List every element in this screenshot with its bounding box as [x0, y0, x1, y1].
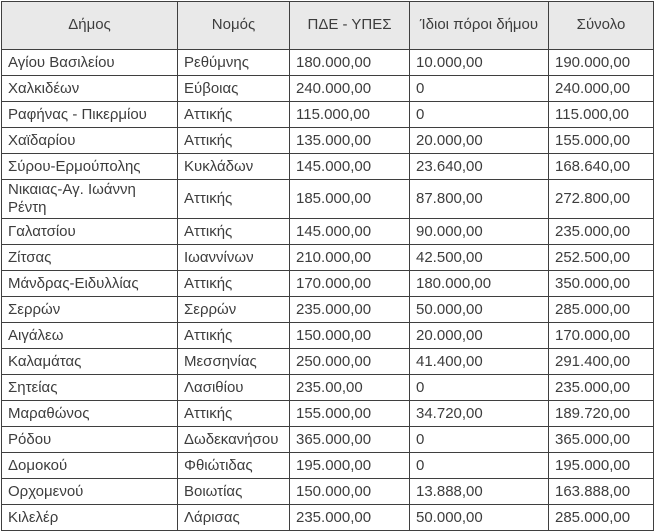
- cell-nomos: Αττικής: [178, 271, 290, 297]
- table-row: [2, 271, 654, 297]
- table-row: [2, 427, 654, 453]
- cell-pde-ypes: 150.000,00: [290, 323, 410, 349]
- cell-nomos: Βοιωτίας: [178, 479, 290, 505]
- cell-synolo: 170.000,00: [549, 323, 654, 349]
- cell-synolo: 190.000,00: [549, 50, 654, 76]
- cell-idioi-poroi: 20.000,00: [410, 323, 549, 349]
- cell-synolo: 240.000,00: [549, 76, 654, 102]
- column-header-pde-ypes: ΠΔΕ - ΥΠΕΣ: [290, 2, 410, 50]
- cell-synolo: 272.800,00: [549, 180, 654, 219]
- cell-synolo: 285.000,00: [549, 505, 654, 531]
- cell-dimos: Νικαιας-Αγ. Ιωάννη Ρέντη: [2, 180, 178, 219]
- table-row: [2, 76, 654, 102]
- cell-nomos: Δωδεκανήσου: [178, 427, 290, 453]
- table-row: [2, 154, 654, 180]
- cell-idioi-poroi: 180.000,00: [410, 271, 549, 297]
- cell-synolo: 155.000,00: [549, 128, 654, 154]
- column-header-idioi-poroi: Ίδιοι πόροι δήμου: [410, 2, 549, 50]
- cell-synolo: 235.000,00: [549, 219, 654, 245]
- table-row: [2, 50, 654, 76]
- table-body: [2, 50, 654, 531]
- table-row: [2, 323, 654, 349]
- table-header-row: [2, 2, 654, 50]
- cell-nomos: Αττικής: [178, 323, 290, 349]
- cell-nomos: Εύβοιας: [178, 76, 290, 102]
- cell-nomos: Λασιθίου: [178, 375, 290, 401]
- cell-idioi-poroi: 90.000,00: [410, 219, 549, 245]
- cell-idioi-poroi: 50.000,00: [410, 297, 549, 323]
- cell-synolo: 189.720,00: [549, 401, 654, 427]
- cell-dimos: Χαλκιδέων: [2, 76, 178, 102]
- table-row: [2, 102, 654, 128]
- cell-dimos: Καλαμάτας: [2, 349, 178, 375]
- cell-synolo: 252.500,00: [549, 245, 654, 271]
- cell-pde-ypes: 235.000,00: [290, 505, 410, 531]
- cell-dimos: Μαραθώνος: [2, 401, 178, 427]
- table-row: [2, 180, 654, 219]
- cell-dimos: Γαλατσίου: [2, 219, 178, 245]
- cell-pde-ypes: 115.000,00: [290, 102, 410, 128]
- table-row: [2, 349, 654, 375]
- column-header-synolo: Σύνολο: [549, 2, 654, 50]
- cell-nomos: Φθιώτιδας: [178, 453, 290, 479]
- table-row: [2, 479, 654, 505]
- cell-dimos: Αγίου Βασιλείου: [2, 50, 178, 76]
- cell-pde-ypes: 180.000,00: [290, 50, 410, 76]
- cell-dimos: Σύρου-Ερμούπολης: [2, 154, 178, 180]
- cell-pde-ypes: 235.00,00: [290, 375, 410, 401]
- cell-idioi-poroi: 42.500,00: [410, 245, 549, 271]
- cell-nomos: Κυκλάδων: [178, 154, 290, 180]
- cell-synolo: 168.640,00: [549, 154, 654, 180]
- cell-nomos: Ιωαννίνων: [178, 245, 290, 271]
- cell-nomos: Αττικής: [178, 219, 290, 245]
- cell-idioi-poroi: 13.888,00: [410, 479, 549, 505]
- cell-idioi-poroi: 34.720,00: [410, 401, 549, 427]
- cell-synolo: 195.000,00: [549, 453, 654, 479]
- cell-dimos: Σερρών: [2, 297, 178, 323]
- cell-dimos: Μάνδρας-Ειδυλλίας: [2, 271, 178, 297]
- cell-synolo: 350.000,00: [549, 271, 654, 297]
- column-header-dimos: Δήμος: [2, 2, 178, 50]
- cell-nomos: Αττικής: [178, 128, 290, 154]
- cell-dimos: Αιγάλεω: [2, 323, 178, 349]
- cell-pde-ypes: 135.000,00: [290, 128, 410, 154]
- cell-pde-ypes: 210.000,00: [290, 245, 410, 271]
- cell-idioi-poroi: 0: [410, 453, 549, 479]
- cell-synolo: 285.000,00: [549, 297, 654, 323]
- cell-nomos: Αττικής: [178, 102, 290, 128]
- cell-synolo: 163.888,00: [549, 479, 654, 505]
- cell-nomos: Λάρισας: [178, 505, 290, 531]
- cell-nomos: Αττικής: [178, 180, 290, 219]
- cell-pde-ypes: 145.000,00: [290, 154, 410, 180]
- column-header-nomos: Νομός: [178, 2, 290, 50]
- cell-synolo: 291.400,00: [549, 349, 654, 375]
- cell-dimos: Ζίτσας: [2, 245, 178, 271]
- cell-dimos: Ρόδου: [2, 427, 178, 453]
- table-row: [2, 401, 654, 427]
- municipal-funding-table: [1, 1, 654, 531]
- cell-idioi-poroi: 50.000,00: [410, 505, 549, 531]
- cell-nomos: Μεσσηνίας: [178, 349, 290, 375]
- cell-dimos: Σητείας: [2, 375, 178, 401]
- cell-idioi-poroi: 10.000,00: [410, 50, 549, 76]
- cell-idioi-poroi: 20.000,00: [410, 128, 549, 154]
- cell-dimos: Δομοκού: [2, 453, 178, 479]
- table-row: [2, 453, 654, 479]
- table-row: [2, 219, 654, 245]
- cell-synolo: 235.000,00: [549, 375, 654, 401]
- cell-idioi-poroi: 0: [410, 76, 549, 102]
- table-row: [2, 375, 654, 401]
- cell-pde-ypes: 170.000,00: [290, 271, 410, 297]
- cell-pde-ypes: 235.000,00: [290, 297, 410, 323]
- cell-idioi-poroi: 0: [410, 102, 549, 128]
- cell-pde-ypes: 155.000,00: [290, 401, 410, 427]
- cell-dimos: Χαϊδαρίου: [2, 128, 178, 154]
- cell-dimos: Ραφήνας - Πικερμίου: [2, 102, 178, 128]
- cell-pde-ypes: 240.000,00: [290, 76, 410, 102]
- table-row: [2, 128, 654, 154]
- cell-pde-ypes: 195.000,00: [290, 453, 410, 479]
- cell-synolo: 115.000,00: [549, 102, 654, 128]
- cell-dimos: Ορχομενού: [2, 479, 178, 505]
- cell-idioi-poroi: 0: [410, 375, 549, 401]
- cell-nomos: Αττικής: [178, 401, 290, 427]
- cell-dimos: Κιλελέρ: [2, 505, 178, 531]
- cell-idioi-poroi: 41.400,00: [410, 349, 549, 375]
- cell-pde-ypes: 185.000,00: [290, 180, 410, 219]
- cell-pde-ypes: 365.000,00: [290, 427, 410, 453]
- cell-idioi-poroi: 0: [410, 427, 549, 453]
- cell-idioi-poroi: 23.640,00: [410, 154, 549, 180]
- cell-pde-ypes: 250.000,00: [290, 349, 410, 375]
- cell-nomos: Ρεθύμνης: [178, 50, 290, 76]
- table-row: [2, 297, 654, 323]
- cell-idioi-poroi: 87.800,00: [410, 180, 549, 219]
- cell-nomos: Σερρών: [178, 297, 290, 323]
- cell-synolo: 365.000,00: [549, 427, 654, 453]
- cell-pde-ypes: 150.000,00: [290, 479, 410, 505]
- table-row: [2, 245, 654, 271]
- cell-pde-ypes: 145.000,00: [290, 219, 410, 245]
